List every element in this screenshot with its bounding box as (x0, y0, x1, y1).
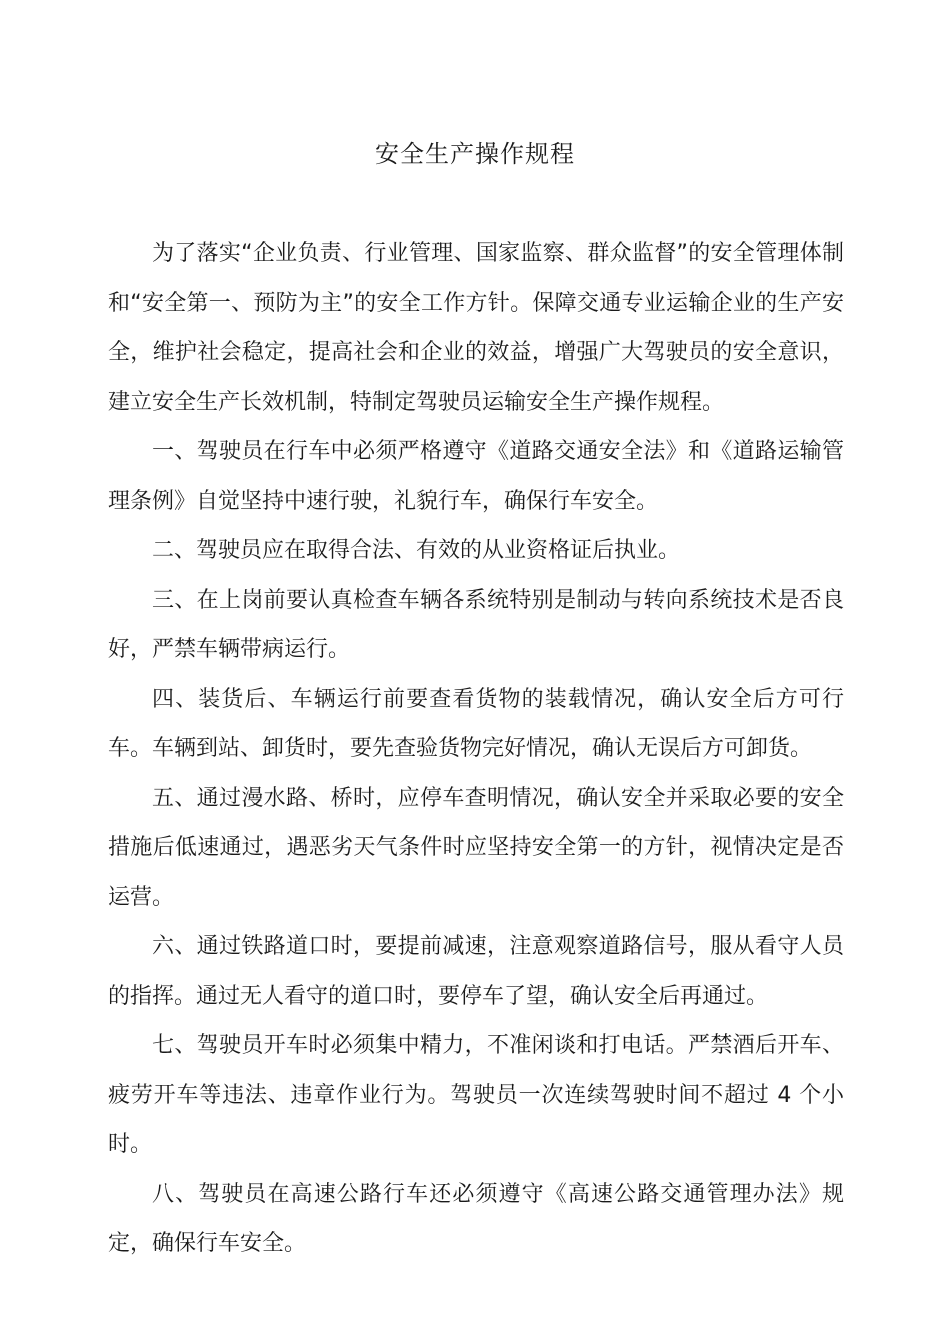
paragraph-rule-6: 六、通过铁路道口时，要提前减速，注意观察道路信号，服从看守人员的指挥。通过无人看守的道口时，要停车了望，确认安全后再通过。 (108, 934, 844, 1009)
paragraph-rule-1: 一、驾驶员在行车中必须严格遵守《道路交通安全法》和《道路运输管理条例》自觉坚持中速行驶，礼貌行车，确保行车安全。 (108, 439, 844, 514)
paragraph-intro: 为了落实“企业负责、行业管理、国家监察、群众监督”的安全管理体制和“安全第一、预防为主”的安全工作方针。保障交通专业运输企业的生产安全，维护社会稳定，提高社会和企业的效益，增强广大驾驶员的安全意识，建立安全生产长效机制，特制定驾驶员运输安全生产操作规程。 (108, 241, 844, 415)
document-body (108, 229, 844, 1269)
document-title: 安全生产操作规程 (375, 140, 575, 168)
paragraph-rule-5: 五、通过漫水路、桥时，应停车查明情况，确认安全并采取必要的安全措施后低速通过，遇恶劣天气条件时应坚持安全第一的方针，视情决定是否运营。 (108, 785, 844, 910)
paragraph-rule-4: 四、装货后、车辆运行前要查看货物的装载情况，确认安全后方可行车。车辆到站、卸货时，要先查验货物完好情况，确认无误后方可卸货。 (108, 686, 844, 761)
paragraph-rule-2: 二、驾驶员应在取得合法、有效的从业资格证后执业。 (152, 538, 681, 563)
paragraph-rule-8: 八、驾驶员在高速公路行车还必须遵守《高速公路交通管理办法》规定，确保行车安全。 (108, 1181, 844, 1256)
paragraph-rule-3: 三、在上岗前要认真检查车辆各系统特别是制动与转向系统技术是否良好，严禁车辆带病运行。 (108, 587, 844, 662)
paragraph-rule-7: 七、驾驶员开车时必须集中精力，不准闲谈和打电话。严禁酒后开车、疲劳开车等违法、违章作业行为。驾驶员一次连续驾驶时间不超过 4 个小时。 (108, 1033, 844, 1157)
